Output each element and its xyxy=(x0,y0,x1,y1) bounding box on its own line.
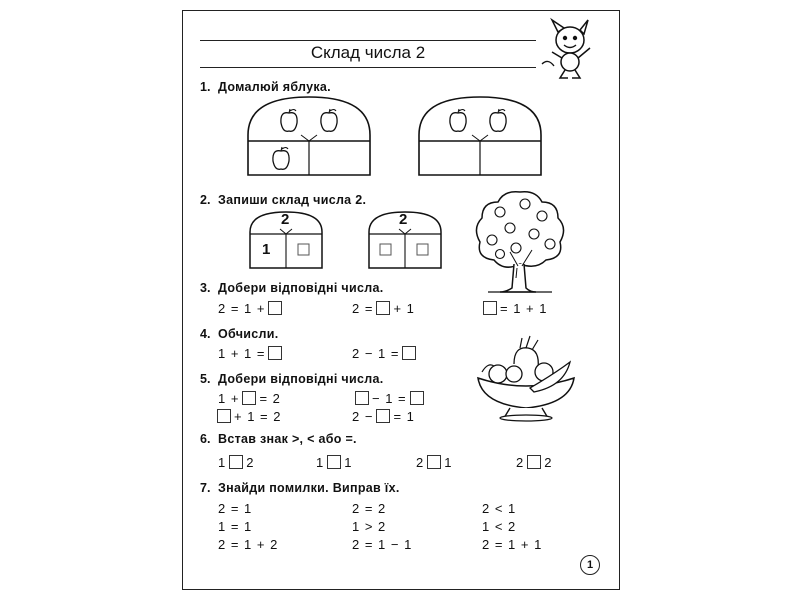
task-text: Домалюй яблука. xyxy=(218,80,331,94)
task-5-equation-2 xyxy=(352,391,427,406)
task-5-equation-1 xyxy=(218,391,281,406)
compare-left: 2 xyxy=(416,455,425,470)
answer-box[interactable] xyxy=(217,409,231,423)
task-number: 4. xyxy=(200,327,211,341)
equation-text: = 1 xyxy=(393,409,415,424)
task-7-col3-row2: 1 < 2 xyxy=(482,519,517,534)
task-number: 1. xyxy=(200,80,211,94)
task-7-col1-row2: 1 = 1 xyxy=(218,519,253,534)
task-text: Знайди помилки. Виправ їх. xyxy=(218,481,400,495)
house-1-left-value: 1 xyxy=(262,241,271,258)
compare-right: 1 xyxy=(344,455,353,470)
task-6-compare-4 xyxy=(516,455,552,470)
task-7-col2-row1: 2 = 2 xyxy=(352,501,387,516)
compare-left: 1 xyxy=(218,455,227,470)
title-bar xyxy=(200,40,536,68)
task-6-compare-2 xyxy=(316,455,352,470)
task-7-heading xyxy=(200,481,400,495)
task-3-heading xyxy=(200,281,383,295)
task-7-col2-row3: 2 = 1 − 1 xyxy=(352,537,413,552)
task-4-equation-2 xyxy=(352,346,419,361)
answer-box[interactable] xyxy=(268,301,282,315)
task-7-col1-row3: 2 = 1 + 2 xyxy=(218,537,279,552)
equation-text: − 1 = xyxy=(372,391,407,406)
fruit-bowl-illustration xyxy=(474,334,578,424)
task-number: 7. xyxy=(200,481,211,495)
task-number: 2. xyxy=(200,193,211,207)
task-6-compare-1 xyxy=(218,455,254,470)
equation-text: 2 = xyxy=(352,301,374,316)
answer-box[interactable] xyxy=(427,455,441,469)
task-7-col2-row2: 1 > 2 xyxy=(352,519,387,534)
task-text: Добери відповідні числа. xyxy=(218,372,384,386)
task-number: 5. xyxy=(200,372,211,386)
equation-text: = 2 xyxy=(259,391,281,406)
task-7-col1-row1: 2 = 1 xyxy=(218,501,253,516)
compare-right: 1 xyxy=(444,455,453,470)
equation-text: + 1 = 2 xyxy=(234,409,282,424)
task-5-equation-4 xyxy=(352,409,415,424)
title-top-line xyxy=(200,40,536,41)
house-1-total: 2 xyxy=(281,211,290,228)
equation-text: + 1 xyxy=(393,301,415,316)
compare-left: 1 xyxy=(316,455,325,470)
equation-text: 1 + 1 = xyxy=(218,346,266,361)
task-4-equation-1 xyxy=(218,346,285,361)
task-2-heading xyxy=(200,193,366,207)
task-7-col3-row1: 2 < 1 xyxy=(482,501,517,516)
compare-right: 2 xyxy=(246,455,255,470)
task-3-equation-1 xyxy=(218,301,285,316)
task-number: 3. xyxy=(200,281,211,295)
answer-box[interactable] xyxy=(242,391,256,405)
equation-text: 2 − xyxy=(352,409,374,424)
equation-text: = 1 + 1 xyxy=(500,301,548,316)
answer-box[interactable] xyxy=(527,455,541,469)
equation-text: 2 − 1 = xyxy=(352,346,400,361)
equation-text: 1 + xyxy=(218,391,240,406)
task-7-col3-row3: 2 = 1 + 1 xyxy=(482,537,543,552)
mascot-illustration xyxy=(540,18,606,80)
task-3-equation-2 xyxy=(352,301,415,316)
equation-text: 2 = 1 + xyxy=(218,301,266,316)
task-1-heading xyxy=(200,80,331,94)
answer-box[interactable] xyxy=(229,455,243,469)
apple-tree-illustration xyxy=(470,188,570,296)
task-4-heading xyxy=(200,327,279,341)
answer-box[interactable] xyxy=(376,409,390,423)
task-text: Встав знак >, < або =. xyxy=(218,432,357,446)
house-2-total: 2 xyxy=(399,211,408,228)
answer-box[interactable] xyxy=(376,301,390,315)
task-number: 6. xyxy=(200,432,211,446)
answer-box[interactable] xyxy=(483,301,497,315)
task-3-equation-3 xyxy=(480,301,547,316)
page-number-badge: 1 xyxy=(580,555,600,575)
answer-box[interactable] xyxy=(327,455,341,469)
compare-right: 2 xyxy=(544,455,553,470)
task-5-heading xyxy=(200,372,383,386)
answer-box[interactable] xyxy=(268,346,282,360)
task-5-equation-3 xyxy=(214,409,281,424)
answer-box[interactable] xyxy=(355,391,369,405)
page-title: Склад числа 2 xyxy=(310,43,426,62)
task-text: Запиши склад числа 2. xyxy=(218,193,367,207)
task-6-heading xyxy=(200,432,357,446)
title-bottom-line xyxy=(200,67,536,68)
task-1-house-right xyxy=(417,95,543,177)
answer-box[interactable] xyxy=(410,391,424,405)
task-1-house-left xyxy=(246,95,372,177)
task-text: Обчисли. xyxy=(218,327,279,341)
answer-box[interactable] xyxy=(402,346,416,360)
task-6-compare-3 xyxy=(416,455,452,470)
task-text: Добери відповідні числа. xyxy=(218,281,384,295)
compare-left: 2 xyxy=(516,455,525,470)
